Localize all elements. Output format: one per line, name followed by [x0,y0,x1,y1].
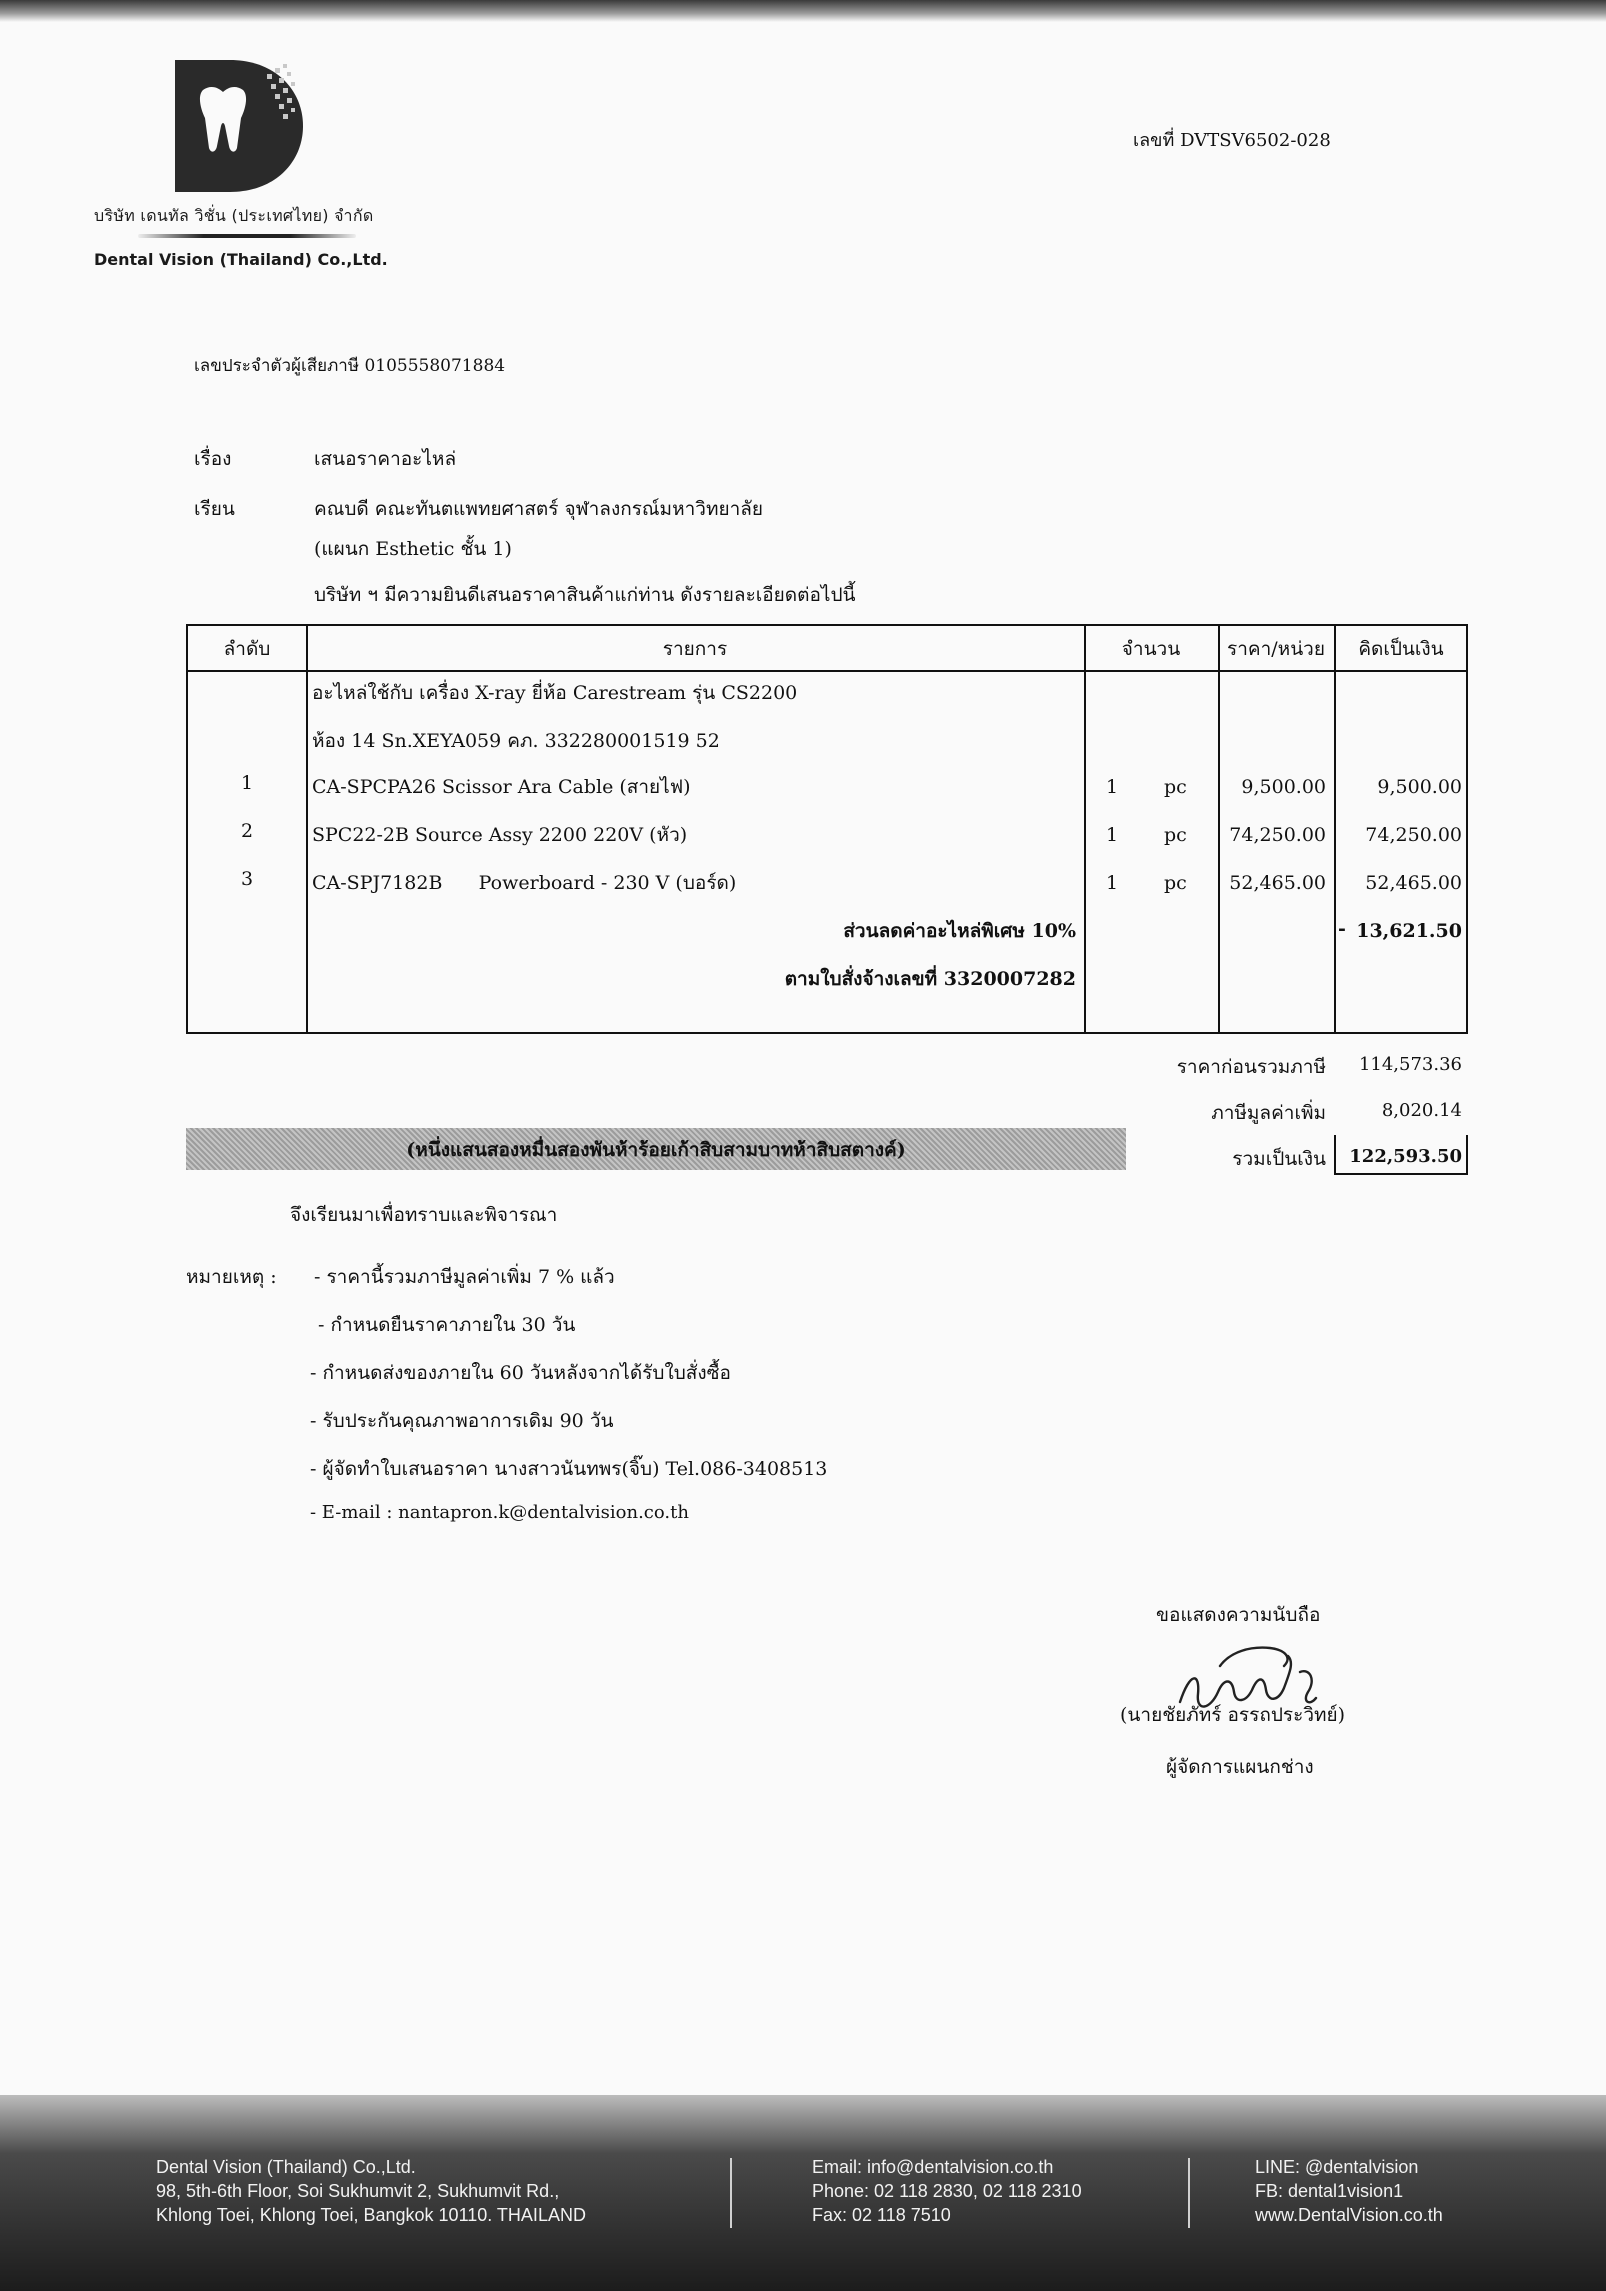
footer-social [1255,2155,1443,2227]
item-description: อะไหล่ใช้กับ เครื่อง X-ray ยี่ห้อ Carestream รุ่น CS2200 [312,682,798,704]
header-unit-price: ราคา/หน่วย [1227,638,1325,660]
intro-text: บริษัท ฯ มีความยินดีเสนอราคาสินค้าแก่ท่าน ดังรายละเอียดต่อไปนี้ [314,584,856,606]
amount-in-words: (หนึ่งแสนสองหมื่นสองพันห้าร้อยเก้าสิบสามบาทห้าสิบสตางค์) [406,1139,906,1161]
table-header-rule [188,670,1466,672]
tax-id: เลขประจำตัวผู้เสียภาษี 0105558071884 [194,356,506,376]
footer-divider [1188,2158,1190,2228]
footer-website: www.DentalVision.co.th [1255,2205,1443,2225]
logo-divider [138,234,356,238]
header-qty: จำนวน [1121,638,1181,660]
row-unit-price: 74,250.00 [1229,824,1326,846]
signer-position: ผู้จัดการแผนกช่าง [1166,1756,1314,1778]
row-item: CA-SPCPA26 Scissor Ara Cable (สายไฟ) [312,776,691,798]
footer-line: LINE: @dentalvision [1255,2157,1419,2177]
company-name-english: Dental Vision (Thailand) Co.,Ltd. [94,250,388,269]
discount-label: ส่วนลดค่าอะไหล่พิเศษ 10% [843,920,1076,942]
note-item: - E-mail : nantapron.k@dentalvision.co.th [310,1502,689,1523]
quotation-table [186,624,1468,1034]
note-item: - ผู้จัดทำใบเสนอราคา นางสาวนันทพร(จิ๊บ) Tel.086-3408513 [310,1458,828,1480]
subject: เสนอราคาอะไหล่ [314,448,457,470]
footer-fax: Fax: 02 118 7510 [812,2205,951,2225]
footer-facebook: FB: dental1vision1 [1255,2181,1404,2201]
footer-email: Email: info@dentalvision.co.th [812,2157,1054,2177]
footer-phone: Phone: 02 118 2830, 02 118 2310 [812,2181,1082,2201]
vat-label: ภาษีมูลค่าเพิ่ม [1211,1102,1326,1124]
note-item: - รับประกันคุณภาพอาการเดิม 90 วัน [310,1410,614,1432]
company-name-thai: บริษัท เดนทัล วิชั่น (ประเทศไทย) จำกัด [94,206,374,225]
row-no: 2 [240,820,254,842]
recipient: คณบดี คณะทันตแพทยศาสตร์ จุฬาลงกรณ์มหาวิทยาลัย [314,498,764,520]
top-border [0,0,1606,22]
row-qty: 1 [1106,872,1119,894]
recipient-label: เรียน [194,498,235,520]
header-item: รายการ [662,638,728,660]
document-number: เลขที่ DVTSV6502-028 [1133,130,1331,151]
row-amount: 9,500.00 [1377,776,1462,798]
footer-address-line: 98, 5th-6th Floor, Soi Sukhumvit 2, Sukhumvit Rd., [156,2181,560,2201]
subject-label: เรื่อง [194,448,232,470]
total-label: รวมเป็นเงิน [1232,1148,1326,1170]
footer-address [156,2155,586,2227]
row-unit-price: 9,500.00 [1241,776,1326,798]
row-qty: 1 [1106,776,1119,798]
recipient-department: (แผนก Esthetic ชั้น 1) [314,538,512,560]
pretax-amount: 114,573.36 [1358,1054,1462,1075]
company-logo [175,60,305,192]
discount-value: 13,621.50 [1356,920,1462,942]
note-item: - กำหนดส่งของภายใน 60 วันหลังจากได้รับใบสั่งซื้อ [310,1362,731,1384]
regards: ขอแสดงความนับถือ [1156,1604,1321,1626]
row-unit: pc [1164,776,1187,798]
col-divider [1084,626,1086,1032]
item-description: ห้อง 14 Sn.XEYA059 คภ. 332280001519 52 [312,730,720,752]
note-item: - ราคานี้รวมภาษีมูลค่าเพิ่ม 7 % แล้ว [314,1266,615,1288]
footer-address-line: Khlong Toei, Khlong Toei, Bangkok 10110. THAILAND [156,2205,586,2225]
row-unit: pc [1164,824,1187,846]
footer-company: Dental Vision (Thailand) Co.,Ltd. [156,2157,416,2177]
row-no: 3 [240,868,254,890]
row-amount: 52,465.00 [1365,872,1462,894]
row-no: 1 [240,772,254,794]
row-item: CA-SPJ7182B Powerboard - 230 V (บอร์ด) [312,872,737,894]
header-no: ลำดับ [223,638,271,660]
footer-contact [812,2155,1082,2227]
signer-name: (นายชัยภัทร์ อรรถประวิทย์) [1120,1704,1346,1726]
pretax-label: ราคาก่อนรวมภาษี [1176,1056,1326,1078]
header-amount: คิดเป็นเงิน [1358,638,1444,660]
total-amount: 122,593.50 [1349,1146,1462,1167]
row-item: SPC22-2B Source Assy 2200 220V (หัว) [312,824,688,846]
notes-label: หมายเหตุ : [186,1266,277,1288]
discount-sign: - [1338,918,1346,940]
row-amount: 74,250.00 [1365,824,1462,846]
note-item: - กำหนดยืนราคาภายใน 30 วัน [318,1314,576,1336]
row-unit-price: 52,465.00 [1229,872,1326,894]
row-qty: 1 [1106,824,1119,846]
purchase-order-ref: ตามใบสั่งจ้างเลขที่ 3320007282 [784,968,1076,990]
row-unit: pc [1164,872,1187,894]
footer-divider [730,2158,732,2228]
closing-line: จึงเรียนมาเพื่อทราบและพิจารณา [290,1204,558,1226]
vat-amount: 8,020.14 [1381,1100,1462,1121]
